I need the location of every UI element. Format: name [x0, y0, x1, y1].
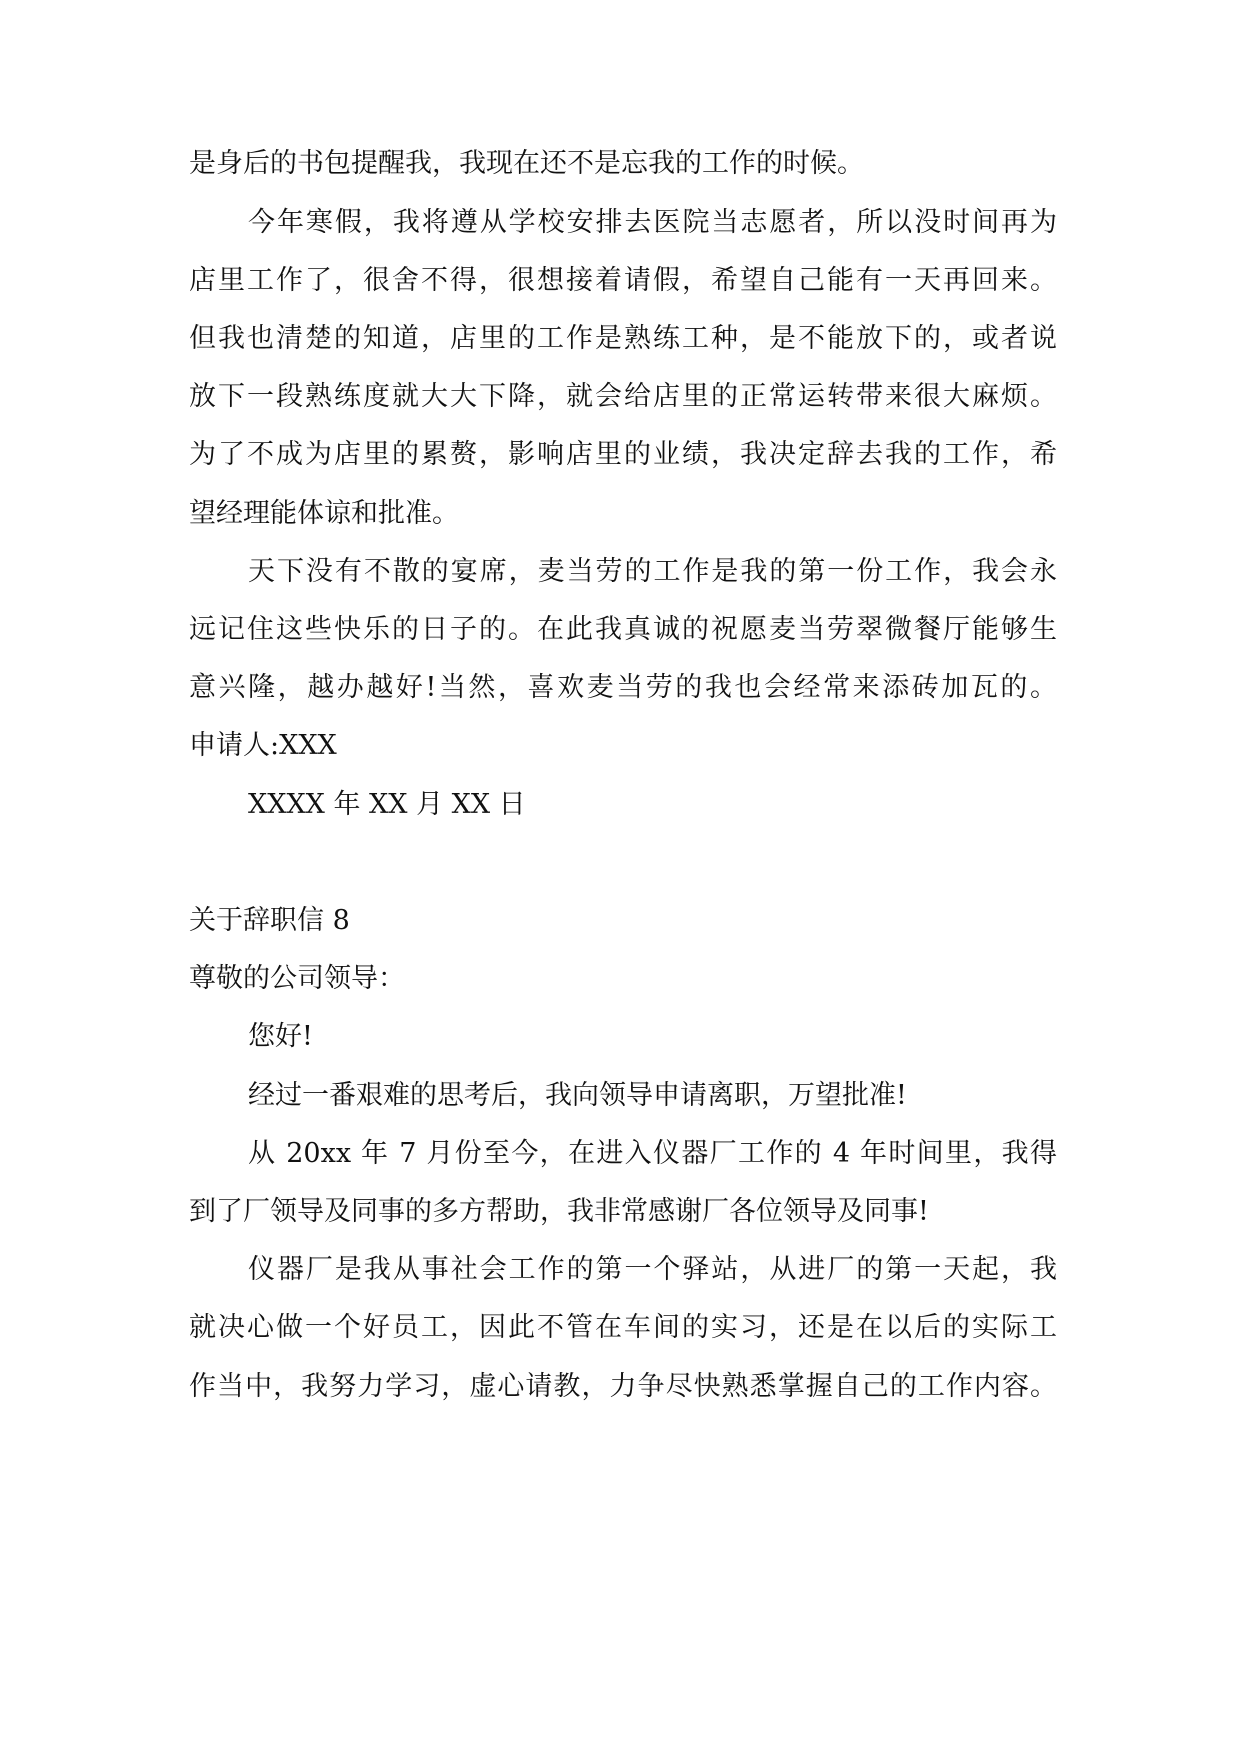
text-line: 望经理能体谅和批准。 — [189, 498, 459, 529]
paragraph-first-line: 仪器厂是我从事社会工作的第一个驿站，从进厂的第一天起，我 — [248, 1254, 1057, 1285]
text-line: 是身后的书包提醒我，我现在还不是忘我的工作的时候。 — [189, 148, 864, 179]
text-line: 作当中，我努力学习，虚心请教，力争尽快熟悉掌握自己的工作内容。 — [189, 1371, 1057, 1402]
paragraph-first-line: 经过一番艰难的思考后，我向领导申请离职，万望批准! — [248, 1080, 907, 1111]
section-heading: 关于辞职信 8 — [189, 905, 350, 936]
text-line: 为了不成为店里的累赘，影响店里的业绩，我决定辞去我的工作，希 — [189, 439, 1057, 470]
paragraph-first-line: 从 20xx 年 7 月份至今，在进入仪器厂工作的 4 年时间里，我得 — [248, 1138, 1057, 1169]
text-line: 但我也清楚的知道，店里的工作是熟练工种，是不能放下的，或者说 — [189, 323, 1057, 354]
text-line: 远记住这些快乐的日子的。在此我真诚的祝愿麦当劳翠微餐厅能够生 — [189, 614, 1057, 645]
paragraph-first-line: 今年寒假，我将遵从学校安排去医院当志愿者，所以没时间再为 — [248, 207, 1057, 238]
applicant-line: 申请人:XXX — [189, 730, 337, 761]
text-line: 店里工作了，很舍不得，很想接着请假，希望自己能有一天再回来。 — [189, 265, 1057, 296]
text-line: 意兴隆，越办越好!当然，喜欢麦当劳的我也会经常来添砖加瓦的。 — [189, 672, 1057, 703]
greeting: 您好! — [248, 1021, 313, 1052]
text-line: 到了厂领导及同事的多方帮助，我非常感谢厂各位领导及同事! — [189, 1196, 929, 1227]
text-line: 放下一段熟练度就大大下降，就会给店里的正常运转带来很大麻烦。 — [189, 381, 1057, 412]
salutation: 尊敬的公司领导： — [189, 963, 405, 994]
text-line: 就决心做一个好员工，因此不管在车间的实习，还是在以后的实际工 — [189, 1312, 1057, 1343]
paragraph-first-line: 天下没有不散的宴席，麦当劳的工作是我的第一份工作，我会永 — [248, 556, 1057, 587]
date-line: XXXX 年 XX 月 XX 日 — [248, 789, 526, 820]
